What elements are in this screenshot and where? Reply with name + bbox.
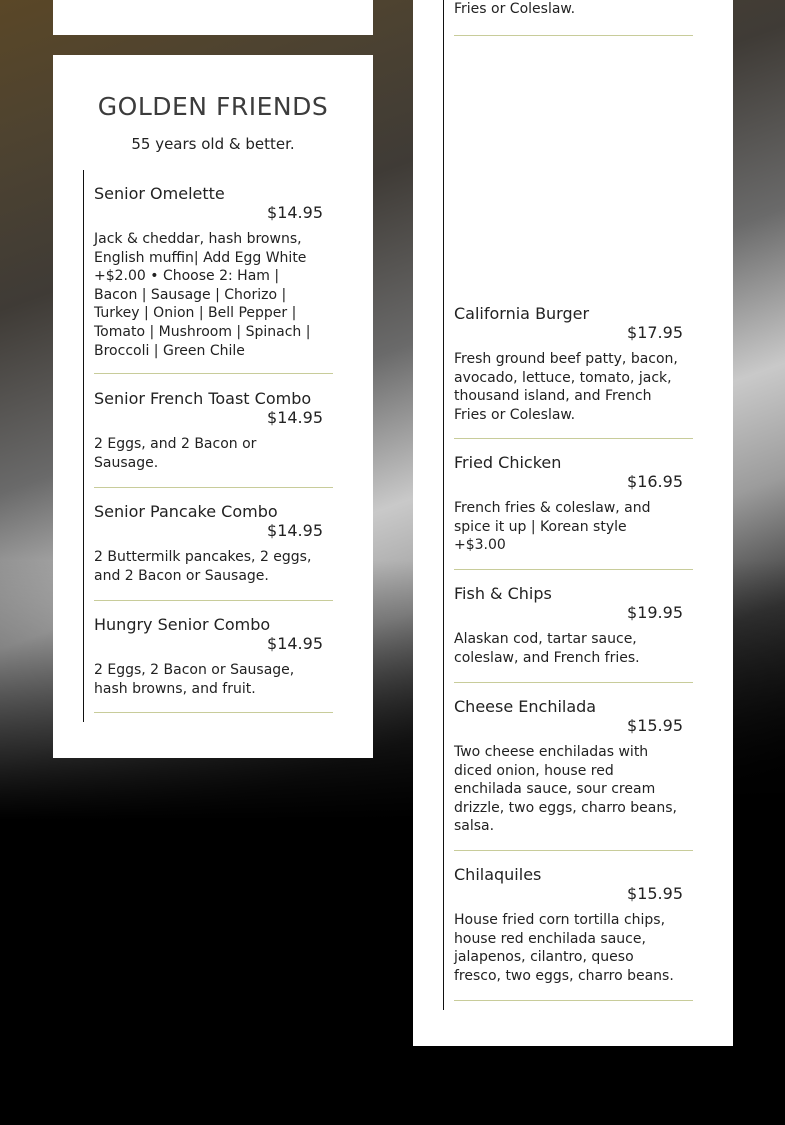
- item-description: Two cheese enchiladas with diced onion, house red enchilada sauce, sour cream drizzle, two eggs, charro beans, salsa.: [454, 744, 677, 835]
- item-name: Hungry Senior Combo: [94, 615, 271, 634]
- item-name: Senior Omelette: [94, 184, 225, 203]
- item-description: Fresh ground beef patty, bacon, avocado, lettuce, tomato, jack, thousand island, and French Fries or Coleslaw.: [454, 351, 678, 423]
- item-price: $14.95: [267, 521, 323, 540]
- item-price: $19.95: [627, 603, 683, 622]
- item-name: Chilaquiles: [454, 865, 542, 884]
- item-separator: [454, 569, 693, 570]
- menu-card-right: [413, 0, 733, 1046]
- section-title: GOLDEN FRIENDS: [97, 92, 329, 121]
- item-separator: [454, 1000, 693, 1001]
- item-price: $15.95: [627, 884, 683, 903]
- item-separator: [454, 438, 693, 439]
- item-separator: [94, 600, 333, 601]
- item-description: 2 Eggs, 2 Bacon or Sausage, hash browns, and fruit.: [94, 662, 295, 697]
- item-separator: [94, 373, 333, 374]
- item-price: $14.95: [267, 408, 323, 427]
- item-price: $16.95: [627, 472, 683, 491]
- item-description: House fried corn tortilla chips, house red enchilada sauce, jalapenos, cilantro, queso fresco, two eggs, charro beans.: [454, 912, 674, 984]
- item-name: Senior Pancake Combo: [94, 502, 278, 521]
- item-separator: [94, 712, 333, 713]
- item-price: $14.95: [267, 634, 323, 653]
- item-description: Alaskan cod, tartar sauce, coleslaw, and French fries.: [454, 631, 640, 666]
- item-price: $15.95: [627, 716, 683, 735]
- item-description: 2 Eggs, and 2 Bacon or Sausage.: [94, 436, 257, 471]
- golden-friends-card: [53, 55, 373, 758]
- item-price: $14.95: [267, 203, 323, 222]
- menu-card-top-left-fragment: [53, 0, 373, 35]
- item-description: Jack & cheddar, hash browns, English muffin| Add Egg White +$2.00 • Choose 2: Ham | Bacon | Sausage | Chorizo | Turkey | Onion | Bell Pepper | Tomato | Mushroom | Spinach | Broccoli | Green Chile: [94, 231, 311, 359]
- section-divider-line: [443, 0, 444, 1010]
- item-name: Cheese Enchilada: [454, 697, 597, 716]
- item-description-fragment: Fries or Coleslaw.: [454, 1, 576, 17]
- section-subtitle: 55 years old & better.: [131, 135, 295, 153]
- item-name: Fish & Chips: [454, 584, 552, 603]
- item-name: California Burger: [454, 304, 590, 323]
- item-name: Fried Chicken: [454, 453, 562, 472]
- item-description: 2 Buttermilk pancakes, 2 eggs, and 2 Bacon or Sausage.: [94, 549, 312, 584]
- item-name: Senior French Toast Combo: [94, 389, 312, 408]
- item-description: French fries & coleslaw, and spice it up | Korean style +$3.00: [454, 500, 651, 554]
- item-separator: [94, 487, 333, 488]
- item-separator: [454, 682, 693, 683]
- section-divider-line: [83, 170, 84, 722]
- item-price: $17.95: [627, 323, 683, 342]
- item-separator: [454, 850, 693, 851]
- item-separator: [454, 35, 693, 36]
